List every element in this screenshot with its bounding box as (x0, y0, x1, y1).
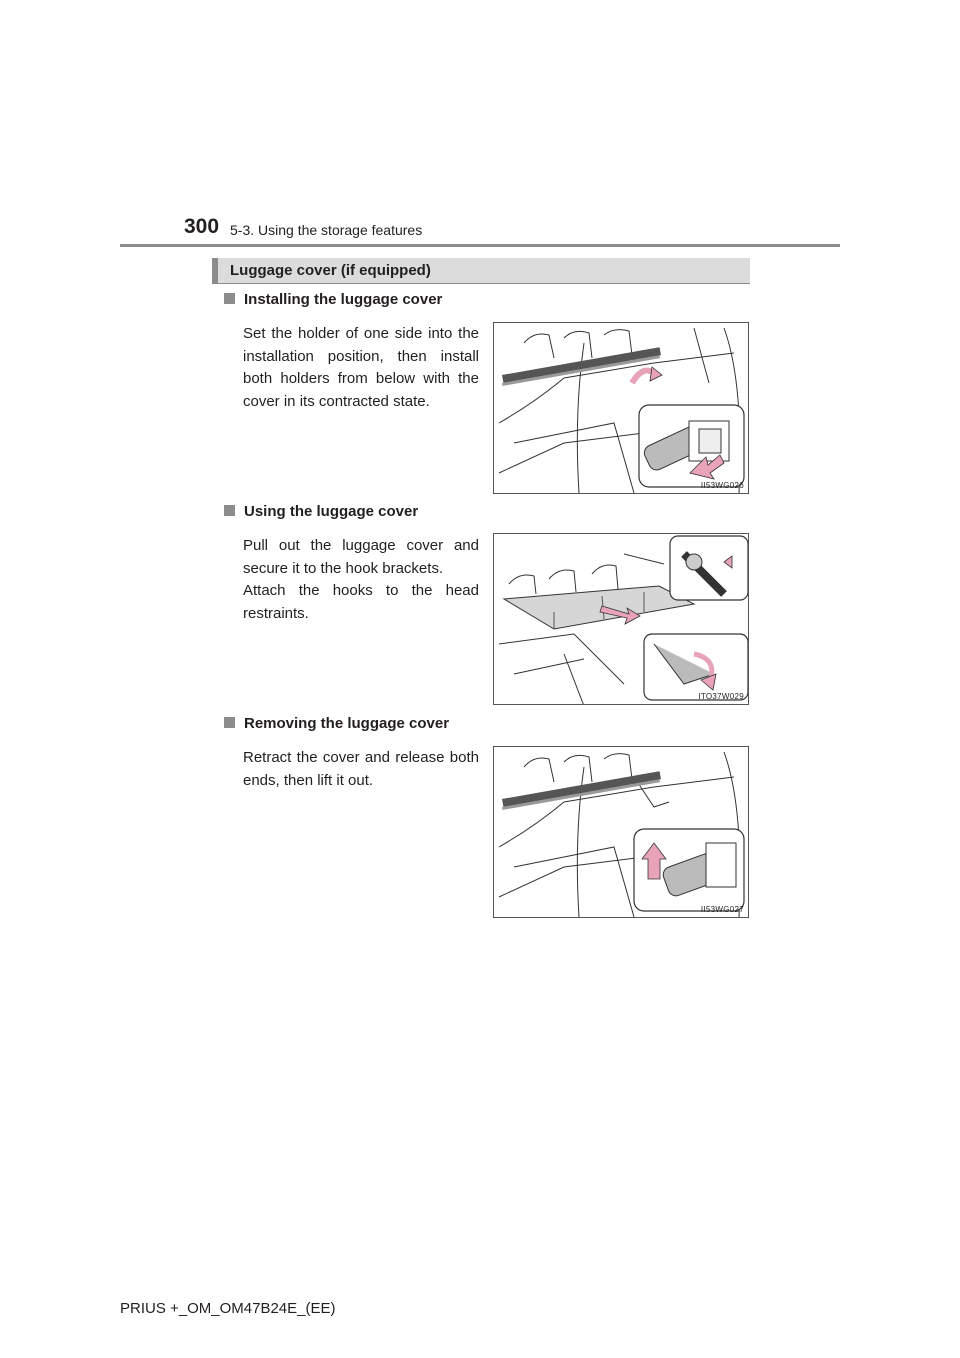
luggage-cover-install-illustration (494, 323, 749, 494)
luggage-cover-use-illustration (494, 534, 749, 705)
subsection-heading-using (224, 503, 418, 520)
document-id: PRIUS +_OM_OM47B24E_(EE) (120, 1300, 336, 1317)
subsection-heading-text: Installing the luggage cover (244, 291, 443, 308)
luggage-cover-remove-illustration (494, 747, 749, 918)
subsection-heading-removing (224, 715, 449, 732)
instruction-text-installing (243, 323, 479, 413)
subsection-heading-text: Using the luggage cover (244, 503, 419, 520)
figure-using (493, 533, 749, 705)
subsection-heading-text: Removing the luggage cover (244, 715, 450, 732)
instruction-paragraph: Attach the hooks to the head restraints. (243, 582, 479, 622)
figure-installing (493, 322, 749, 494)
section-title: Luggage cover (if equipped) (230, 262, 431, 279)
figure-removing (493, 746, 749, 918)
figure-code: II53WG026 (700, 481, 744, 490)
page-number: 300 (184, 215, 220, 238)
instruction-text-removing (243, 747, 479, 792)
subsection-heading-installing (224, 291, 442, 308)
chapter-title: 5-3. Using the storage features (230, 222, 423, 238)
square-bullet-icon (224, 505, 235, 516)
instruction-paragraph: Set the holder of one side into the installation position, then install both holders from below with the cover in its contracted state. (243, 325, 479, 410)
instruction-paragraph: Pull out the luggage cover and secure it to the hook brackets. (243, 537, 479, 577)
section-title-bar (212, 258, 750, 284)
header-rule (120, 244, 840, 247)
square-bullet-icon (224, 717, 235, 728)
figure-code: ITO37W029 (698, 692, 744, 701)
instruction-text-using (243, 535, 479, 625)
figure-code: II53WG027 (700, 905, 744, 914)
square-bullet-icon (224, 293, 235, 304)
instruction-paragraph: Retract the cover and release both ends, then lift it out. (243, 749, 479, 789)
